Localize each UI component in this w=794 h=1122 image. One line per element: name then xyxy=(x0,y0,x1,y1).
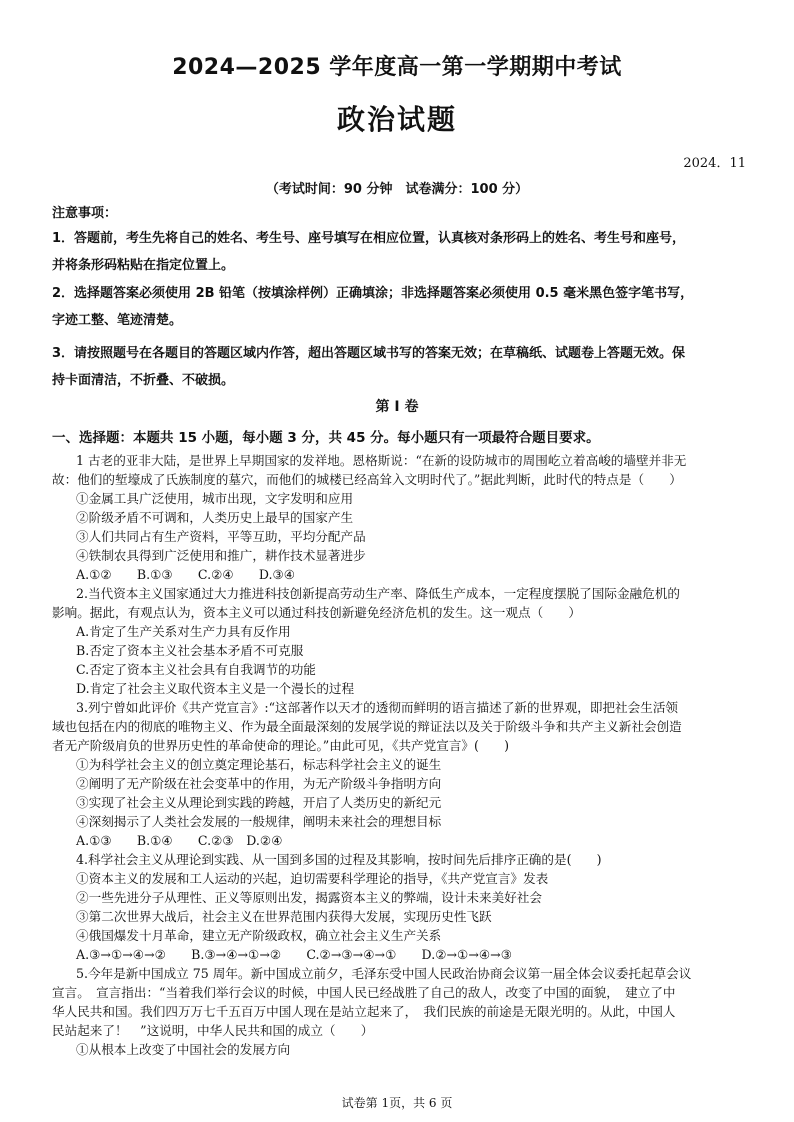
option: ②阐明了无产阶级在社会变革中的作用，为无产阶级斗争指明方向 xyxy=(76,776,442,791)
volume-heading: 第 I 卷 xyxy=(375,399,419,415)
option: ④铁制农具得到广泛使用和推广，耕作技术显著进步 xyxy=(76,548,366,563)
question-text: 域也包括在内的彻底的唯物主义、作为最全面最深刻的发展学说的辩证法以及关于阶级斗争和共产主义新社会创造 xyxy=(52,719,682,734)
question-text: 影响。据此，有观点认为，资本主义可以通过科技创新避免经济危机的发生。这一观点（ ） xyxy=(52,605,581,620)
exam-title: 2024—2025 学年度高一第一学期期中考试 xyxy=(172,55,622,80)
option: ③人们共同占有生产资料，平等互助，平均分配产品 xyxy=(76,529,366,544)
subject-title: 政治试题 xyxy=(336,103,457,136)
notes-heading: 注意事项： xyxy=(52,206,118,221)
question-text: 华人民共和国。我们四万万七千五百万中国人现在是站立起来了， 我们民族的前途是无限光明的。从此，中国人 xyxy=(52,1004,676,1019)
question-text: 2.当代资本主义国家通过大力推进科技创新提高劳动生产率、降低生产成本，一定程度摆脱了国际金融危机的 xyxy=(76,586,680,601)
question-5 xyxy=(52,964,748,1059)
option: A.肯定了生产关系对生产力具有反作用 xyxy=(76,624,291,639)
note-line: 2．选择题答案必须使用 2B 铅笔（按填涂样例）正确填涂；非选择题答案必须使用 0.5 毫米黑色签字笔书写， xyxy=(52,286,694,301)
option: ③实现了社会主义从理论到实践的跨越，开启了人类历史的新纪元 xyxy=(76,795,442,810)
note-line: 1．答题前，考生先将自己的姓名、考生号、座号填写在相应位置，认真核对条形码上的姓名、考生号和座号， xyxy=(52,231,686,246)
note-1 xyxy=(52,225,748,279)
option: D.肯定了社会主义取代资本主义是一个漫长的过程 xyxy=(76,681,355,696)
option: A.③→①→④→② B.③→④→①→② C.②→③→④→① D.②→①→④→③ xyxy=(76,947,513,962)
option: ④俄国爆发十月革命，建立无产阶级政权，确立社会主义生产关系 xyxy=(76,928,442,943)
question-text: 者无产阶级肩负的世界历史性的革命使命的理论。”由此可见，《共产党宣言》( ) xyxy=(52,738,510,753)
question-4 xyxy=(76,850,748,964)
note-line: 并将条形码粘贴在指定位置上。 xyxy=(52,258,235,273)
option: C.否定了资本主义社会具有自我调节的功能 xyxy=(76,662,316,677)
question-text: 故：他们的堑壕成了氏族制度的墓穴，而他们的城楼已经高耸入文明时代了。”据此判断，此时代的特点是（ ） xyxy=(52,472,682,487)
question-text: 5.今年是新中国成立 75 周年。新中国成立前夕，毛泽东受中国人民政治协商会议第一届全体会议委托起草会议 xyxy=(76,966,692,981)
option: ①从根本上改变了中国社会的发展方向 xyxy=(76,1042,291,1057)
question-text: 1 古老的亚非大陆，是世界上早期国家的发祥地。恩格斯说：“在新的设防城市的周围屹立着高峻的墙壁并非无 xyxy=(76,453,687,468)
option: A.①② B.①③ C.②④ D.③④ xyxy=(76,567,296,582)
option: ①资本主义的发展和工人运动的兴起，迫切需要科学理论的指导，《共产党宣言》发表 xyxy=(76,871,549,886)
option: ③第二次世界大战后，社会主义在世界范围内获得大发展，实现历史性飞跃 xyxy=(76,909,492,924)
question-text: 4.科学社会主义从理论到实践、从一国到多国的过程及其影响，按时间先后排序正确的是( ) xyxy=(76,852,602,867)
option: ①金属工具广泛使用，城市出现，文字发明和应用 xyxy=(76,491,354,506)
option: ①为科学社会主义的创立奠定理论基石，标志科学社会主义的诞生 xyxy=(76,757,442,772)
option: ②一些先进分子从理性、正义等原则出发，揭露资本主义的弊端，设计未来美好社会 xyxy=(76,890,542,905)
question-text: 宣言。 宣言指出：“当着我们举行会议的时候，中国人民已经战胜了自己的敌人，改变了中国的面貌， 建立了中 xyxy=(52,985,676,1000)
note-line: 字迹工整、笔迹清楚。 xyxy=(52,313,183,328)
question-2 xyxy=(52,584,748,698)
option: ②阶级矛盾不可调和，人类历史上最早的国家产生 xyxy=(76,510,354,525)
question-1 xyxy=(52,451,748,584)
question-3 xyxy=(52,698,748,850)
note-line: 3．请按照题号在各题目的答题区域内作答，超出答题区域书写的答案无效；在草稿纸、试题卷上答题无效。保 xyxy=(52,346,686,361)
page-footer: 试卷第 1页，共 6 页 xyxy=(341,1096,453,1110)
note-2 xyxy=(52,280,748,334)
question-text: 3.列宁曾如此评价《共产党宣言》:“这部著作以天才的透彻而鲜明的语言描述了新的世界观，即把社会生活领 xyxy=(76,700,679,715)
exam-info: （考试时间：90 分钟 试卷满分：100 分） xyxy=(265,182,529,197)
option: ④深刻揭示了人类社会发展的一般规律，阐明未来社会的理想目标 xyxy=(76,814,442,829)
option: A.①③ B.①④ C.②③ D.②④ xyxy=(76,833,283,848)
exam-date: 2024．11 xyxy=(683,156,746,171)
option: B.否定了资本主义社会基本矛盾不可克服 xyxy=(76,643,304,658)
note-3 xyxy=(52,340,748,394)
question-text: 民站起来了！ ”这说明，中华人民共和国的成立（ ） xyxy=(52,1023,374,1038)
section-heading: 一、选择题：本题共 15 小题，每小题 3 分，共 45 分。每小题只有一项最符合题目要求。 xyxy=(52,430,600,446)
note-line: 持卡面清洁，不折叠、不破损。 xyxy=(52,373,235,388)
